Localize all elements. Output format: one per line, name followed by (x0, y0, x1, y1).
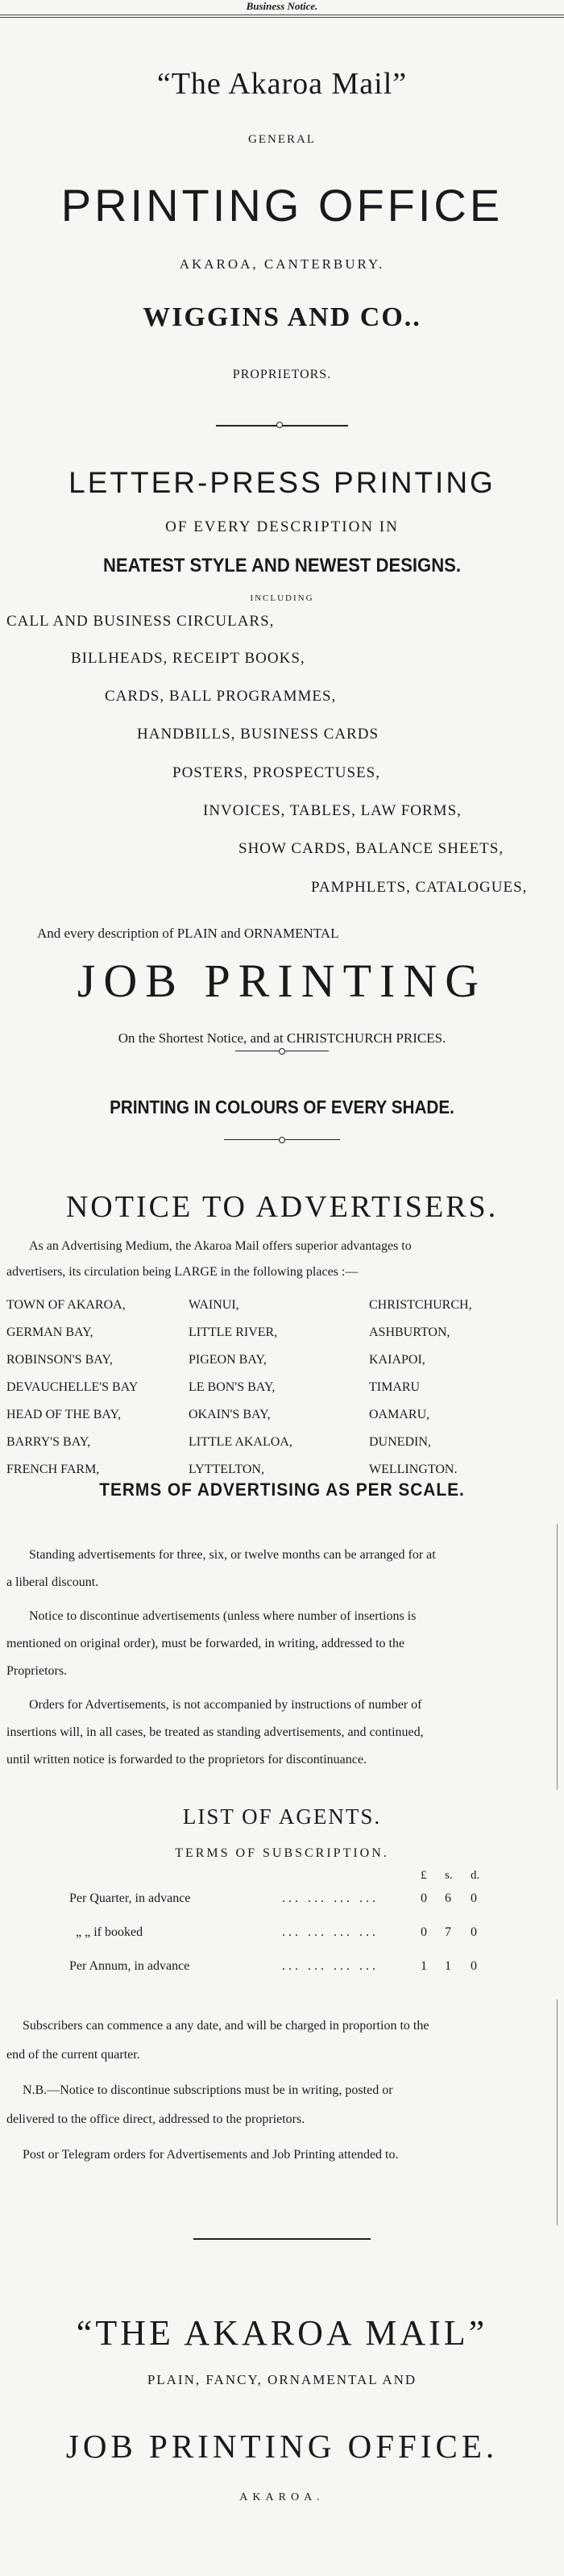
subscription-shillings: 1 (445, 1959, 451, 1973)
subscription-row-label: Per Quarter, in advance (69, 1891, 191, 1905)
divider-ornament (279, 1048, 285, 1055)
notice-paragraph-line: until written notice is forwarded to the proprietors for discontinuance. (6, 1753, 367, 1767)
notice-intro-line1: As an Advertising Medium, the Akaroa Mail offers superior advantages to (29, 1239, 412, 1253)
letterpress-including: INCLUDING (250, 593, 314, 603)
subscription-pence: 0 (471, 1959, 477, 1973)
subscription-row-dots: ... ... ... ... (282, 1959, 379, 1973)
place-name: DEVAUCHELLE'S BAY (6, 1380, 139, 1394)
post-telegram-orders: Post or Telegram orders for Advertisements and Job Printing attended to. (23, 2148, 399, 2162)
subscription-pounds: 0 (421, 1891, 427, 1905)
terms-of-advertising: TERMS OF ADVERTISING AS PER SCALE. (99, 1479, 465, 1500)
masthead-proprietors: PROPRIETORS. (232, 368, 332, 381)
service-item: BILLHEADS, RECEIPT BOOKS, (71, 650, 305, 667)
divider-ornament (276, 422, 283, 428)
notice-paragraph-line: Standing advertisements for three, six, or twelve months can be arranged for at (29, 1548, 436, 1562)
subscription-pence: 0 (471, 1925, 477, 1939)
masthead-firm: WIGGINS AND CO.. (143, 302, 421, 332)
place-name: FRENCH FARM, (6, 1463, 100, 1476)
place-name: OAMARU, (369, 1408, 430, 1421)
subscription-pounds: 1 (421, 1959, 427, 1973)
place-name: KAIAPOI, (369, 1353, 425, 1367)
place-name: WAINUI, (189, 1298, 239, 1312)
notice-title: NOTICE TO ADVERTISERS. (65, 1190, 499, 1224)
page-header-label: Business Notice. (246, 0, 318, 12)
pence-column-header: d. (471, 1869, 480, 1882)
subscription-row-label: „ „ if booked (76, 1925, 143, 1939)
divider-rule (193, 2238, 371, 2240)
notice-paragraph-line: Notice to discontinue advertisements (unless where number of insertions is (29, 1609, 417, 1623)
subscription-shillings: 6 (445, 1891, 451, 1905)
shortest-notice: On the Shortest Notice, and at CHRISTCHURCH PRICES. (118, 1030, 446, 1046)
notice-paragraph-line: Proprietors. (6, 1664, 68, 1678)
letterpress-heading: LETTER-PRESS PRINTING (68, 466, 496, 499)
place-name: OKAIN'S BAY, (189, 1408, 271, 1421)
place-name: ASHBURTON, (369, 1325, 450, 1339)
job-printing-heading: JOB PRINTING (77, 955, 487, 1007)
subscription-row-label: Per Annum, in advance (69, 1959, 190, 1973)
place-name: BARRY'S BAY, (6, 1435, 91, 1449)
notice-paragraph-line: insertions will, in all cases, be treated as standing advertisements, and continued, (6, 1725, 424, 1739)
shillings-column-header: s. (445, 1869, 453, 1882)
place-name: TOWN OF AKAROA, (6, 1298, 126, 1312)
subscription-paragraph-line: Subscribers can commence a any date, and will be charged in proportion to the (23, 2019, 429, 2033)
footer-job-printing-office: JOB PRINTING OFFICE. (65, 2428, 499, 2465)
subscription-paragraph-line: delivered to the office direct, addressed to the proprietors. (6, 2112, 305, 2126)
terms-of-subscription-heading: TERMS OF SUBSCRIPTION. (175, 1846, 389, 1860)
footer-akaroa: AKAROA. (239, 2491, 325, 2503)
place-name: TIMARU (369, 1380, 421, 1394)
letterpress-of-every: OF EVERY DESCRIPTION IN (165, 518, 399, 535)
place-name: LYTTELTON, (189, 1463, 264, 1476)
pounds-column-header: £ (421, 1869, 427, 1882)
header-rule-secondary (0, 17, 564, 18)
subscription-paragraph-line: end of the current quarter. (6, 2048, 140, 2062)
notice-paragraph-line: a liberal discount. (6, 1575, 99, 1589)
place-name: CHRISTCHURCH, (369, 1298, 472, 1312)
place-name: LE BON'S BAY, (189, 1380, 276, 1394)
letterpress-neatest: NEATEST STYLE AND NEWEST DESIGNS. (102, 555, 462, 576)
subscription-paragraph-line: N.B.—Notice to discontinue subscriptions must be in writing, posted or (23, 2083, 393, 2097)
place-name: PIGEON BAY, (189, 1353, 267, 1367)
masthead-printing-office: PRINTING OFFICE (60, 180, 504, 231)
place-name: WELLINGTON. (369, 1463, 458, 1476)
and-every-description: And every description of PLAIN and ORNAMENTAL (37, 926, 339, 941)
colours-notice: PRINTING IN COLOURS OF EVERY SHADE. (110, 1097, 454, 1117)
masthead-general: GENERAL (248, 133, 316, 146)
place-name: HEAD OF THE BAY, (6, 1408, 121, 1421)
place-name: ROBINSON'S BAY, (6, 1353, 113, 1367)
subscription-row-dots: ... ... ... ... (282, 1925, 379, 1939)
notice-paragraph-line: Orders for Advertisements, is not accompanied by instructions of number of (29, 1698, 422, 1712)
service-item: PAMPHLETS, CATALOGUES, (311, 879, 528, 896)
divider-ornament (279, 1137, 285, 1143)
subscription-pounds: 0 (421, 1925, 427, 1939)
place-name: LITTLE RIVER, (189, 1325, 278, 1339)
service-item: CALL AND BUSINESS CIRCULARS, (6, 613, 275, 630)
notice-intro-line2: advertisers, its circulation being LARGE in the following places :— (6, 1265, 359, 1279)
place-name: LITTLE AKALOA, (189, 1435, 292, 1449)
subscription-pence: 0 (471, 1891, 477, 1905)
subscription-row-dots: ... ... ... ... (282, 1891, 379, 1905)
service-item: INVOICES, TABLES, LAW FORMS, (203, 802, 462, 819)
place-name: GERMAN BAY, (6, 1325, 93, 1339)
service-item: CARDS, BALL PROGRAMMES, (105, 688, 337, 705)
column-edge-rule (557, 2000, 558, 2225)
service-item: POSTERS, PROSPECTUSES, (172, 764, 380, 781)
place-name: DUNEDIN, (369, 1435, 431, 1449)
service-item: SHOW CARDS, BALANCE SHEETS, (238, 840, 504, 857)
footer-plain-fancy: PLAIN, FANCY, ORNAMENTAL AND (147, 2372, 417, 2387)
service-item: HANDBILLS, BUSINESS CARDS (137, 726, 379, 743)
column-edge-rule (557, 1524, 558, 1790)
list-of-agents-heading: LIST OF AGENTS. (182, 1804, 382, 1829)
footer-title: “THE AKAROA MAIL” (76, 2313, 488, 2353)
subscription-shillings: 7 (445, 1925, 451, 1939)
masthead-title: “The Akaroa Mail” (156, 67, 408, 101)
masthead-location: AKAROA, CANTERBURY. (179, 256, 385, 272)
notice-paragraph-line: mentioned on original order), must be forwarded, in writing, addressed to the (6, 1637, 405, 1650)
